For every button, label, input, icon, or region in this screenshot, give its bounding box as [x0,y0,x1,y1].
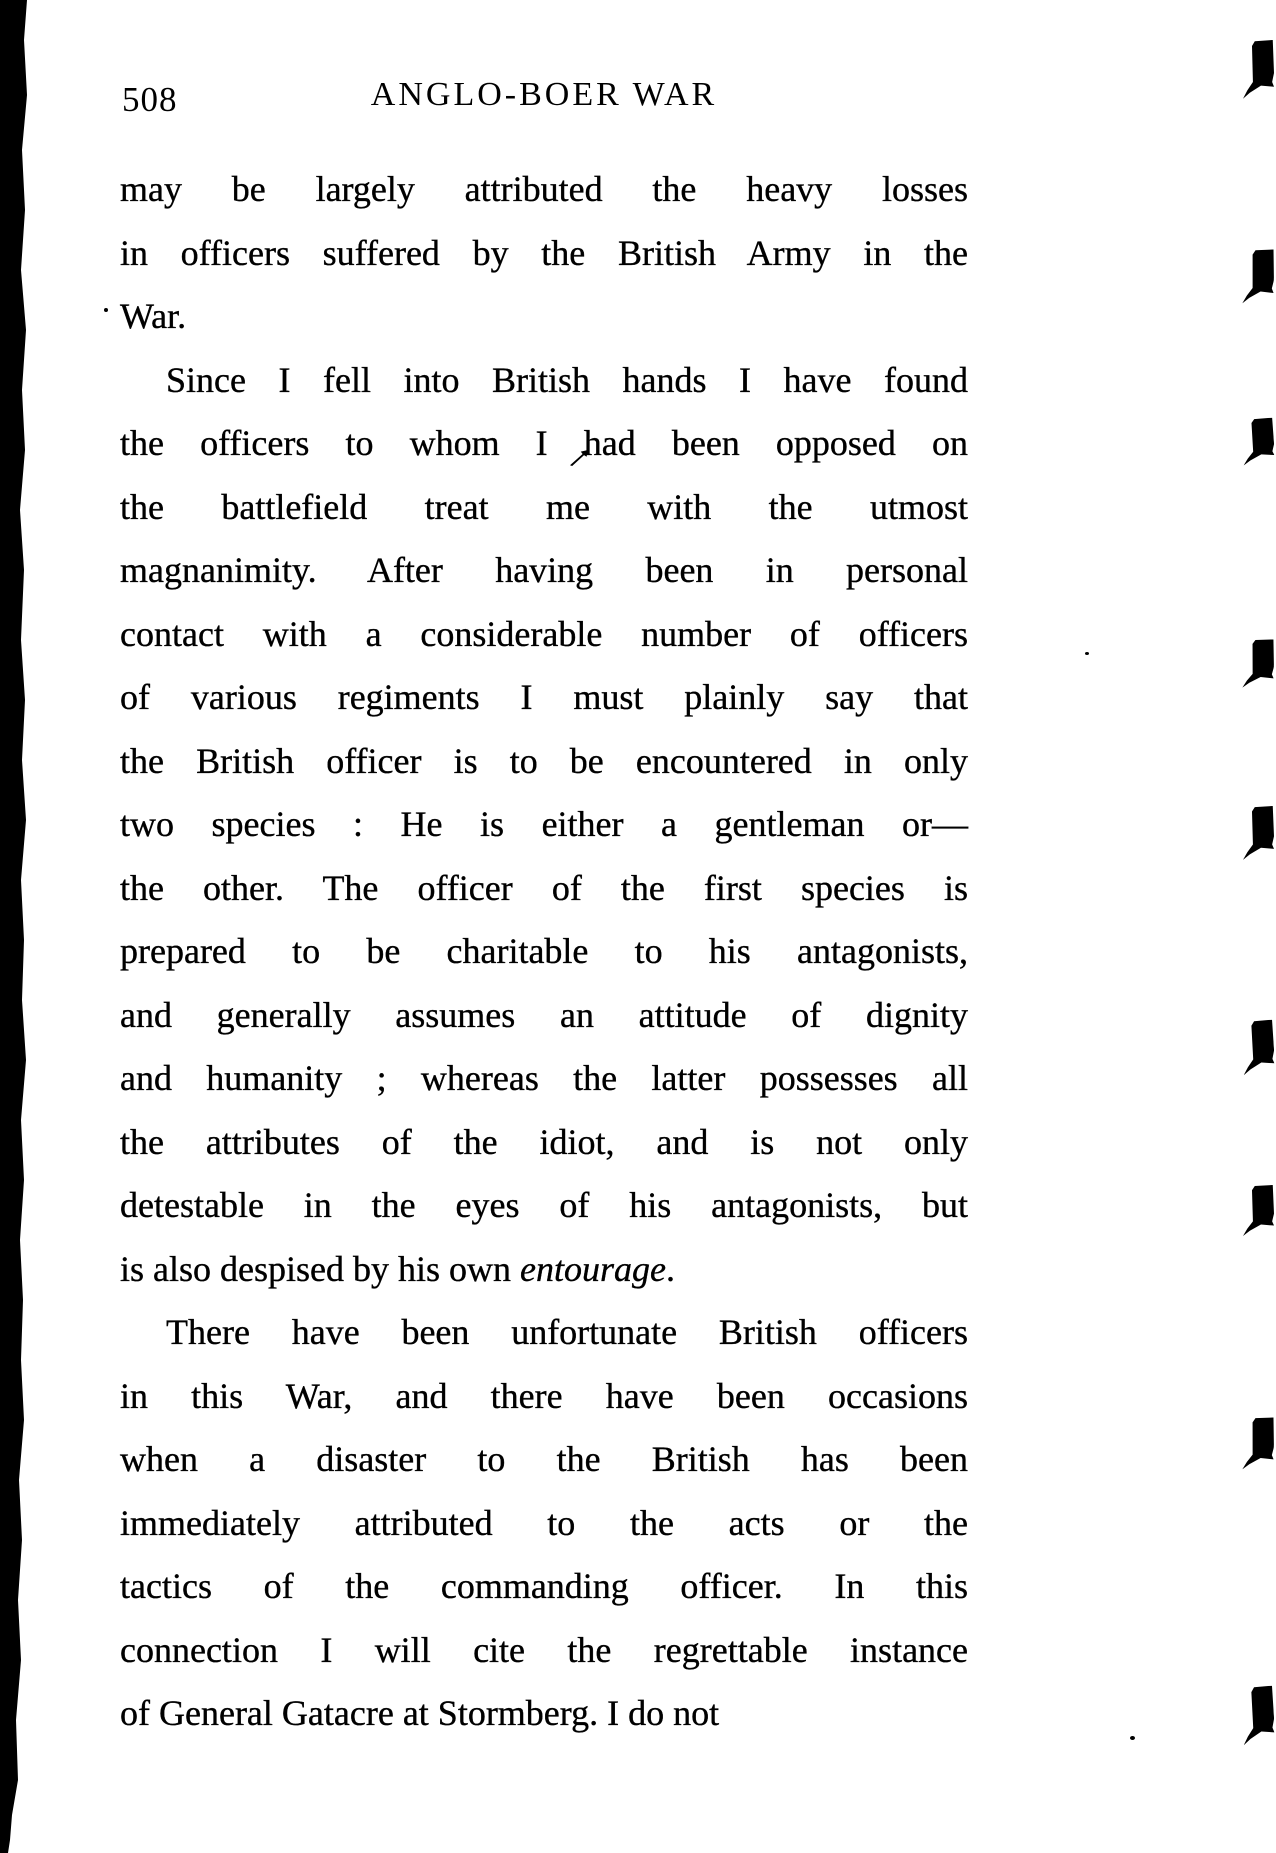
text-line: the other. The officer of the first species is [120,867,968,908]
text-line: of General Gatacre at Stormberg. I do not [120,1693,720,1733]
text-line: and humanity ; whereas the latter possesses all [120,1058,968,1098]
right-edge-ink-mark [1243,1185,1274,1237]
right-edge-ink-mark [1242,1020,1274,1077]
text-line: when a disaster to the British has been [120,1439,968,1479]
text-line: prepared to be charitable to his antagonists, [120,931,968,971]
text-line: is also despised by his own entourage. [120,1248,675,1289]
text-line: the British officer is to be encountered in only [120,740,968,781]
text-line: two species : He is either a gentleman or— [120,804,968,844]
text-line: in officers suffered by the British Army in the [120,232,968,273]
ink-speck [1085,652,1089,655]
ink-speck [104,308,108,312]
text-line: the battlefield treat me with the utmost [120,486,968,527]
text-line: magnanimity. After having been in personal [120,550,968,590]
text-line: and generally assumes an attitude of dignity [120,994,968,1035]
text-line: the officers to whom I had been opposed on [120,423,968,463]
text-line: tactics of the commanding officer. In this [120,1566,968,1606]
text-line: There have been unfortunate British officers [166,1312,968,1352]
text-line: of various regiments I must plainly say that [120,677,968,717]
text-line: the attributes of the idiot, and is not only [120,1121,968,1162]
right-edge-ink-mark [1242,639,1274,690]
text-line: immediately attributed to the acts or the [120,1502,968,1543]
right-edge-ink-mark [1242,418,1274,467]
text-line: in this War, and there have been occasions [120,1375,968,1416]
italic-word: entourage [520,1248,666,1289]
right-edge-ink-mark [1243,40,1274,100]
right-edge-ink-mark [1242,1417,1274,1472]
right-edge-ink-mark [1243,806,1274,861]
text-line: contact with a considerable number of officers [120,613,968,654]
right-edge-ink-mark [1242,249,1275,305]
ink-speck [1130,1736,1135,1740]
text-line: connection I will cite the regrettable instance [120,1629,968,1670]
text-line: War. [120,296,187,336]
page-header [120,74,968,124]
binding-shadow-bar [0,0,30,1853]
running-title: ANGLO-BOER WAR [370,76,718,113]
page-body-text [120,158,968,1746]
page-number: 508 [122,80,178,119]
text-line: may be largely attributed the heavy losses [120,169,968,209]
right-edge-ink-mark [1242,1686,1275,1747]
text-line: Since I fell into British hands I have found [166,359,968,400]
text-line: detestable in the eyes of his antagonists, but [120,1185,968,1225]
